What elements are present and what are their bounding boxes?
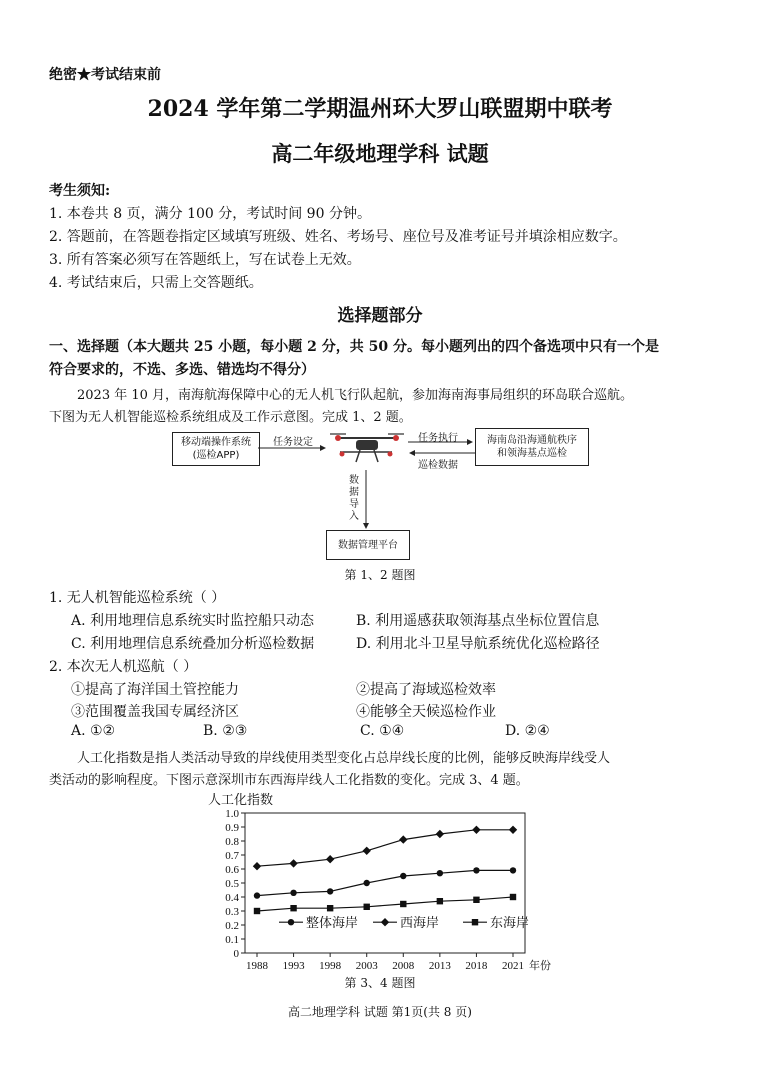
data-point (290, 905, 296, 911)
q1-option-c: C. 利用地理信息系统叠加分析巡检数据 (71, 636, 315, 652)
section-intro: 符合要求的，不选、多选、错选均不得分） (49, 362, 315, 378)
data-point (326, 855, 334, 863)
data-point (327, 888, 333, 894)
task-set-label: 任务设定 (273, 437, 313, 448)
data-point (289, 859, 297, 867)
x-tick-label: 2018 (465, 960, 488, 972)
y-tick-label: 0.2 (225, 920, 239, 932)
drone-icon (330, 434, 404, 462)
legend-label: 东海岸 (490, 915, 530, 931)
data-point (363, 847, 371, 855)
data-point (472, 826, 480, 834)
exam-title: 2024 学年第二学期温州环大罗山联盟期中联考 (147, 96, 613, 122)
exam-subtitle: 高二年级地理学科 试题 (271, 141, 489, 166)
legend-label: 整体海岸 (306, 915, 359, 931)
x-tick-label: 1988 (246, 960, 268, 972)
q2-statement-2: ②提高了海域巡检效率 (356, 682, 496, 698)
q2-option-a: A. ①② (71, 723, 116, 739)
passage-text: 类活动的影响程度。下图示意深圳市东西海岸线人工化指数的变化。完成 3、4 题。 (49, 773, 529, 788)
x-tick-label: 2013 (428, 960, 451, 972)
q1-option-d: D. 利用北斗卫星导航系统优化巡检路径 (356, 636, 600, 652)
patrol-data-label: 巡检数据 (418, 460, 458, 471)
notice-item: 4. 考试结束后，只需上交答题纸。 (49, 275, 263, 291)
target-box-label: 海南岛沿海通航秩序 (487, 435, 577, 446)
data-point (437, 870, 443, 876)
notice-heading: 考生须知: (49, 183, 111, 199)
plot-frame (245, 813, 525, 953)
app-box-label: 移动端操作系统 (181, 437, 251, 448)
q2-option-b: B. ②③ (203, 723, 248, 739)
y-tick-label: 0.6 (225, 864, 239, 876)
section-intro: 一、选择题（本大题共 25 小题，每小题 2 分，共 50 分。每小题列出的四个备选项中只有一个是 (49, 339, 659, 355)
y-tick-label: 0.3 (225, 906, 239, 918)
data-point (364, 904, 370, 910)
legend-marker (472, 919, 478, 925)
x-tick-label: 1998 (319, 960, 342, 972)
legend-label: 西海岸 (400, 915, 440, 931)
q1-option-a: A. 利用地理信息系统实时监控船只动态 (71, 613, 315, 629)
notice-item: 3. 所有答案必须写在答题纸上，写在试卷上无效。 (49, 252, 361, 268)
data-import-char: 入 (349, 511, 359, 522)
series-line (257, 830, 513, 866)
legend-marker (381, 918, 389, 926)
line-chart (200, 805, 580, 975)
y-tick-label: 1.0 (225, 808, 239, 820)
q1-option-b: B. 利用遥感获取领海基点坐标位置信息 (356, 613, 600, 629)
y-tick-label: 0.4 (225, 892, 239, 904)
x-tick-label: 2008 (392, 960, 415, 972)
data-point (436, 830, 444, 838)
diagram-arrows (160, 420, 600, 570)
y-tick-label: 0.7 (225, 850, 239, 862)
data-point (473, 867, 479, 873)
y-tick-label: 0.8 (225, 836, 239, 848)
passage-text: 下图为无人机智能巡检系统组成及工作示意图。完成 1、2 题。 (49, 410, 412, 425)
x-axis-label: 年份 (529, 960, 551, 972)
app-box-label: (巡检APP) (192, 450, 240, 461)
task-exec-label: 任务执行 (418, 433, 458, 444)
data-point (400, 873, 406, 879)
data-import-char: 导 (349, 499, 359, 510)
y-tick-label: 0.1 (225, 934, 239, 946)
legend-marker (288, 919, 294, 925)
passage-text: 人工化指数是指人类活动导致的岸线使用类型变化占总岸线长度的比例，能够反映海岸线受人 (77, 751, 611, 766)
data-import-char: 据 (349, 487, 359, 498)
y-tick-label: 0 (233, 948, 239, 960)
y-tick-label: 0.9 (225, 822, 239, 834)
page-footer: 高二地理学科 试题 第1页(共 8 页) (288, 1005, 472, 1019)
target-box-label: 和领海基点巡检 (497, 448, 567, 459)
data-point (437, 898, 443, 904)
q2-statement-1: ①提高了海洋国土管控能力 (71, 682, 239, 698)
x-tick-label: 2003 (355, 960, 378, 972)
data-point (399, 835, 407, 843)
platform-box-label: 数据管理平台 (338, 539, 398, 551)
data-import-char: 数 (349, 475, 359, 486)
q2-statement-3: ③范围覆盖我国专属经济区 (71, 704, 239, 720)
data-point (253, 862, 261, 870)
q1-stem: 1. 无人机智能巡检系统（ ） (49, 590, 226, 606)
data-point (254, 908, 260, 914)
q2-statement-4: ④能够全天候巡检作业 (356, 704, 496, 720)
data-point (327, 905, 333, 911)
notice-item: 1. 本卷共 8 页，满分 100 分，考试时间 90 分钟。 (49, 206, 371, 222)
chart-caption: 第 3、4 题图 (344, 976, 416, 990)
data-import-label (349, 475, 359, 523)
x-tick-label: 1993 (282, 960, 305, 972)
q2-option-c: C. ①④ (360, 723, 405, 739)
notice-item: 2. 答题前，在答题卷指定区域填写班级、姓名、考场号、座位号及准考证号并填涂相应数字。 (49, 229, 627, 245)
q2-stem: 2. 本次无人机巡航（ ） (49, 659, 198, 675)
data-point (510, 867, 516, 873)
data-point (254, 892, 260, 898)
y-tick-label: 0.5 (225, 878, 239, 890)
data-point (290, 890, 296, 896)
q2-option-d: D. ②④ (505, 723, 550, 739)
section-title: 选择题部分 (337, 306, 423, 326)
data-point (509, 826, 517, 834)
passage-text: 2023 年 10 月，南海航海保障中心的无人机飞行队起航，参加海南海事局组织的环岛联合巡航。 (77, 388, 634, 403)
data-point (510, 894, 516, 900)
data-point (364, 880, 370, 886)
diagram-caption: 第 1、2 题图 (344, 568, 416, 582)
x-tick-label: 2021 (502, 960, 524, 972)
chart-ylabel: 人工化指数 (208, 793, 274, 808)
data-point (473, 897, 479, 903)
secret-label: 绝密★考试结束前 (49, 67, 161, 83)
data-point (400, 901, 406, 907)
